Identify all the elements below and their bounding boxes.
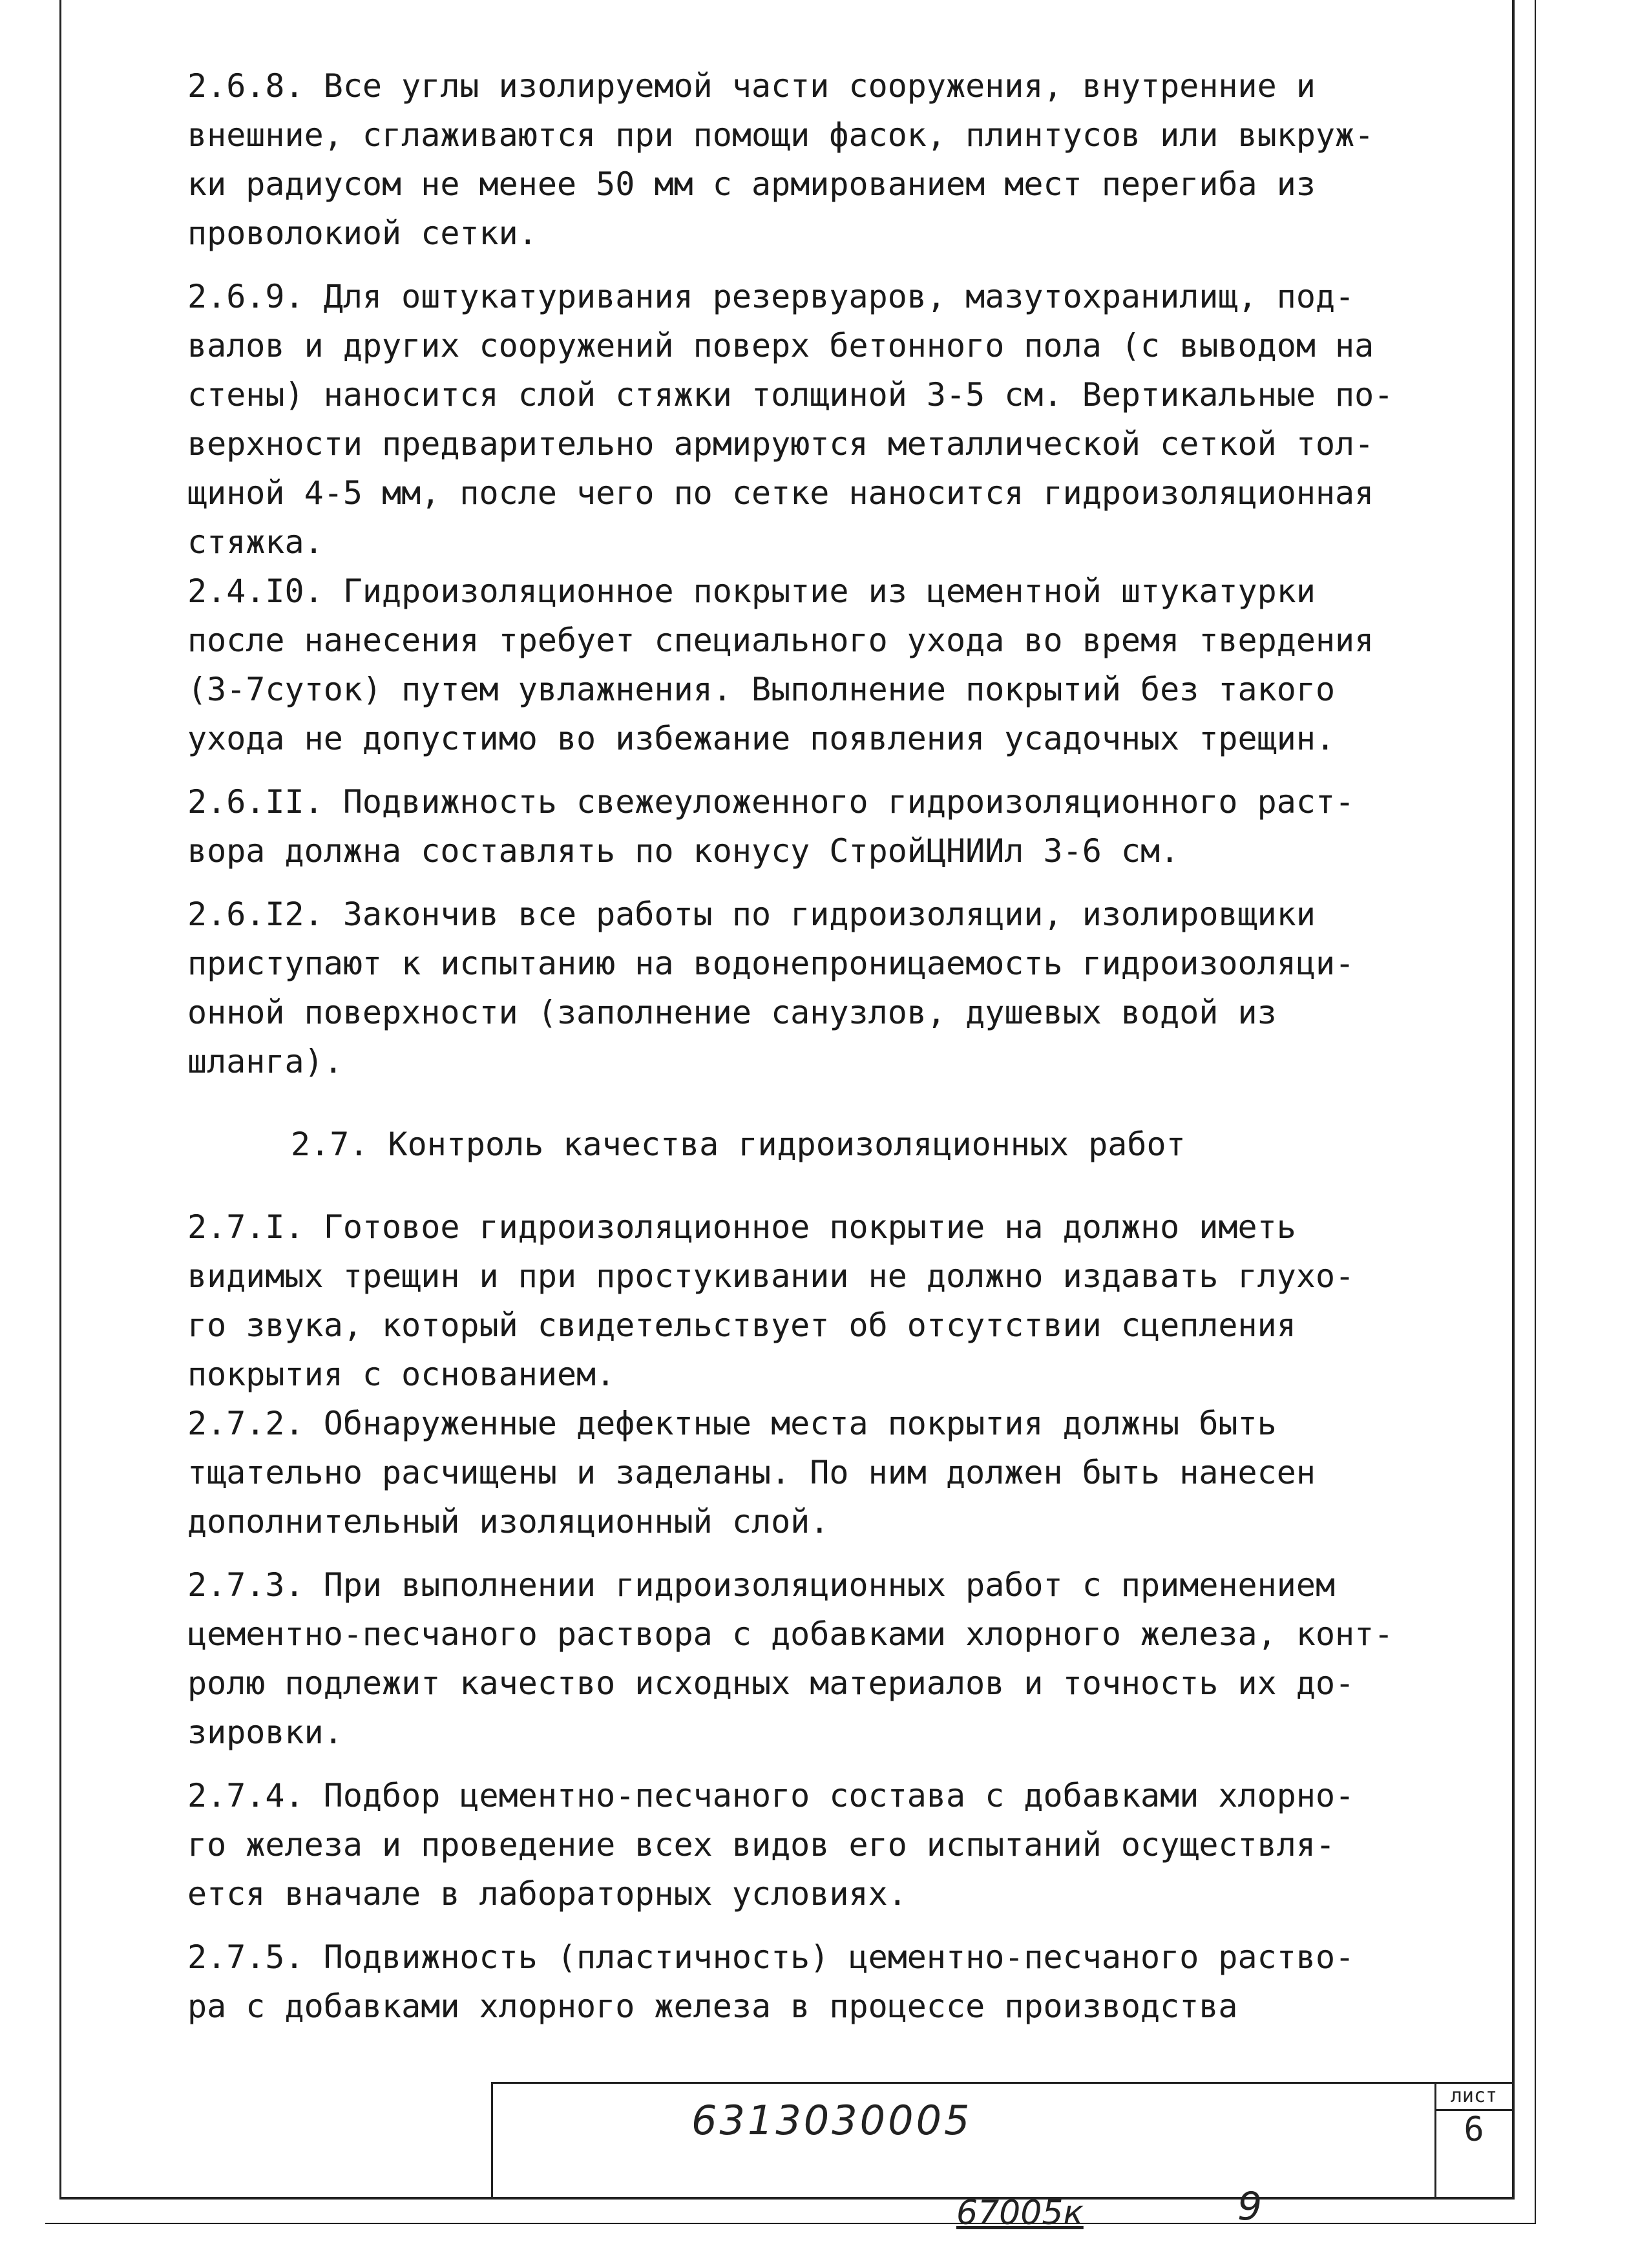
paragraph-2-4-10: 2.4.I0. Гидроизоляционное покрытие из цементной штукатурки после нанесения требует специального ухода во время твердения (3-7суток) путем увлажнения. Выполнение покрытий без такого ухода не допустимо во избежание появления усадочных трещин. — [187, 572, 1374, 757]
document-code: 6313030005 — [691, 2097, 972, 2144]
bottom-frame-line — [59, 2197, 1515, 2200]
paragraph-2-6-9: 2.6.9. Для оштукатуривания резервуаров, мазутохранилищ, под- валов и других сооружений поверх бетонного пола (с выводом на стены) наносится слой стяжки толщиной 3-5 см. Вертикальные по- верхности предварительно армируются металлической сеткой тол- щиной 4-5 мм, после чего по сетке наносится гидроизоляционная стяжка. — [187, 278, 1394, 561]
paragraph-2-6-8: 2.6.8. Все углы изолируемой части сооружения, внутренние и внешние, сглаживаются при помощи фасок, плинтусов или выкруж- ки радиусом не менее 50 мм с армированием мест перегиба из проволокиой сетки. — [187, 67, 1374, 252]
paragraph-2-7-4: 2.7.4. Подбор цементно-песчаного состава с добавками хлорно- го железа и проведение всех видов его испытаний осуществля- ется вначале в лабораторных условиях. — [187, 1777, 1355, 1913]
archive-number: 67005к — [956, 2194, 1084, 2232]
title-block-top-line — [491, 2082, 1515, 2084]
trim-line — [45, 2223, 1536, 2224]
right-frame-line — [1512, 0, 1515, 2197]
paragraph-2-7-5: 2.7.5. Подвижность (пластичность) цементно-песчаного раство- ра с добавками хлорного железа в процессе производства — [187, 1938, 1355, 2025]
page-number: 9 — [1237, 2184, 1263, 2229]
section-heading: 2.7. Контроль качества гидроизоляционных работ — [291, 1126, 1186, 1163]
paragraph-2-7-3: 2.7.3. При выполнении гидроизоляционных работ с применением цементно-песчаного раствора с добавками хлорного железа, конт- ролю подлежит качество исходных материалов и точность их до- зировки. — [187, 1566, 1394, 1751]
sheet-number: 6 — [1464, 2110, 1484, 2149]
title-block-left-line — [491, 2082, 493, 2198]
paragraph-2-7-2: 2.7.2. Обнаруженные дефектные места покрытия должны быть тщательно расчищены и заделаны. По ним должен быть нанесен дополнительный изоляционный слой. — [187, 1405, 1316, 1540]
left-frame-line — [59, 0, 61, 2197]
body-text — [187, 61, 1473, 2031]
paragraph-2-6-11: 2.6.II. Подвижность свежеуложенного гидроизоляционного раст- вора должна составлять по конусу СтройЦНИИл 3-6 см. — [187, 783, 1355, 870]
paragraph-2-6-12: 2.6.I2. Закончив все работы по гидроизоляции, изолировщики приступают к испытанию на водонепроницаемость гидроизооляци- онной поверхности (заполнение санузлов, душевых водой из шланга). — [187, 896, 1355, 1080]
sheet-label: лист — [1450, 2084, 1498, 2107]
paragraph-2-7-1: 2.7.I. Готовое гидроизоляционное покрытие на должно иметь видимых трещин и при простукивании не должно издавать глухо- го звука, который свидетельствует об отсутствии сцепления покрытия с основанием. — [187, 1208, 1355, 1393]
right-outer-line — [1535, 0, 1536, 2223]
